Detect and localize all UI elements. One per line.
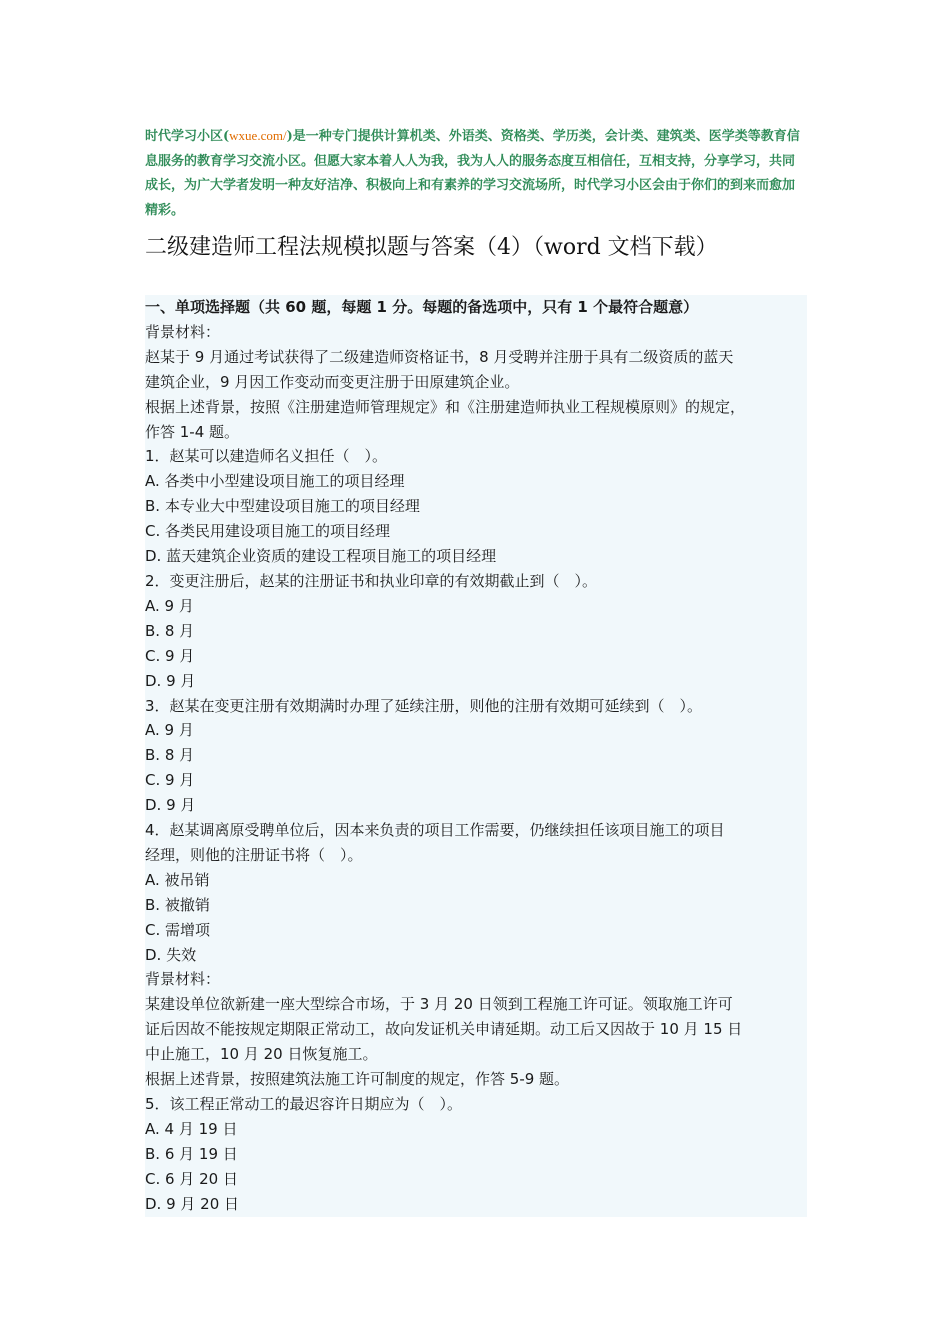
text-line: 作答 1-4 题。 (145, 422, 240, 441)
text-line: A. 9 月 (145, 596, 194, 615)
text-line: C. 需增项 (145, 920, 211, 939)
text-line: 1．赵某可以建造师名义担任（ ）。 (145, 447, 388, 466)
text-line: 证后因故不能按规定期限正常动工，故向发证机关申请延期。动工后又因故于 10 月 15 日 (145, 1020, 743, 1039)
text-line: D. 9 月 20 日 (145, 1194, 240, 1213)
text-line: 5．该工程正常动工的最迟容许日期应为（ ）。 (145, 1095, 463, 1113)
text-line: 某建设单位欲新建一座大型综合市场，于 3 月 20 日领到工程施工许可证。领取施工许可 (145, 995, 733, 1014)
text-line: B. 8 月 (145, 746, 195, 765)
text-line: C. 6 月 20 日 (145, 1169, 238, 1188)
text-line: 2．变更注册后，赵某的注册证书和执业印章的有效期截止到（ ）。 (145, 571, 598, 590)
text-line: 中止施工，10 月 20 日恢复施工。 (145, 1045, 378, 1064)
text-line: B. 8 月 (145, 621, 195, 640)
question-body (145, 295, 807, 1217)
text-line: B. 6 月 19 日 (145, 1144, 238, 1163)
text-line: 背景材料： (145, 970, 221, 989)
text-line: A. 9 月 (145, 721, 194, 740)
text-line: 3．赵某在变更注册有效期满时办理了延续注册，则他的注册有效期可延续到（ ）。 (145, 696, 703, 715)
intro-paragraph (145, 124, 807, 223)
text-line: D. 9 月 (145, 796, 196, 815)
text-line: D. 9 月 (145, 671, 196, 690)
text-line: 经理，则他的注册证书将（ ）。 (145, 845, 363, 864)
text-line: C. 9 月 (145, 646, 195, 665)
text-line: 背景材料： (145, 322, 221, 341)
text-line: C. 各类民用建设项目施工的项目经理 (145, 522, 391, 541)
text-line: D. 蓝天建筑企业资质的建设工程项目施工的项目经理 (145, 547, 497, 566)
text-line: B. 本专业大中型建设项目施工的项目经理 (145, 497, 420, 516)
intro-prefix: 时代学习小区( (145, 129, 230, 144)
text-line: B. 被撤销 (145, 895, 210, 914)
text-line: C. 9 月 (145, 771, 195, 790)
document-title: 二级建造师工程法规模拟题与答案（4）（word 文档下载） (145, 235, 718, 260)
section-heading: 一、单项选择题（共 60 题，每题 1 分。每题的备选项中，只有 1 个最符合题意） (145, 298, 699, 316)
text-line: 4．赵某调离原受聘单位后，因本来负责的项目工作需要，仍继续担任该项目施工的项目 (145, 821, 725, 840)
text-line: A. 4 月 19 日 (145, 1119, 238, 1138)
text-line: 根据上述背景，按照《注册建造师管理规定》和《注册建造师执业工程规模原则》的规定， (145, 397, 746, 416)
question-lines (145, 320, 807, 1217)
text-line: 赵某于 9 月通过考试获得了二级建造师资格证书，8 月受聘并注册于具有二级资质的蓝天 (145, 347, 734, 366)
text-line: A. 被吊销 (145, 870, 210, 889)
text-line: D. 失效 (145, 945, 197, 964)
intro-suffix: )是一种专门提供计算机类、外语类、资格类、学历类，会计类、建筑类、医学类等教育信息服务的教育学习交流小区。但愿大家本着人人为我，我为人人的服务态度互相信任，互相支持，分享学习，共同成长，为广大学者发明一种友好洁净、积极向上和有素养的学习交流场所，时代学习小区会由于你们的到来而愈加精彩。 (145, 129, 800, 218)
intro-link[interactable]: wxue.com/ (229, 128, 287, 143)
text-line: 建筑企业，9 月因工作变动而变更注册于田原建筑企业。 (145, 372, 520, 391)
text-line: A. 各类中小型建设项目施工的项目经理 (145, 472, 405, 491)
text-line: 根据上述背景，按照建筑法施工许可制度的规定，作答 5-9 题。 (145, 1070, 570, 1089)
